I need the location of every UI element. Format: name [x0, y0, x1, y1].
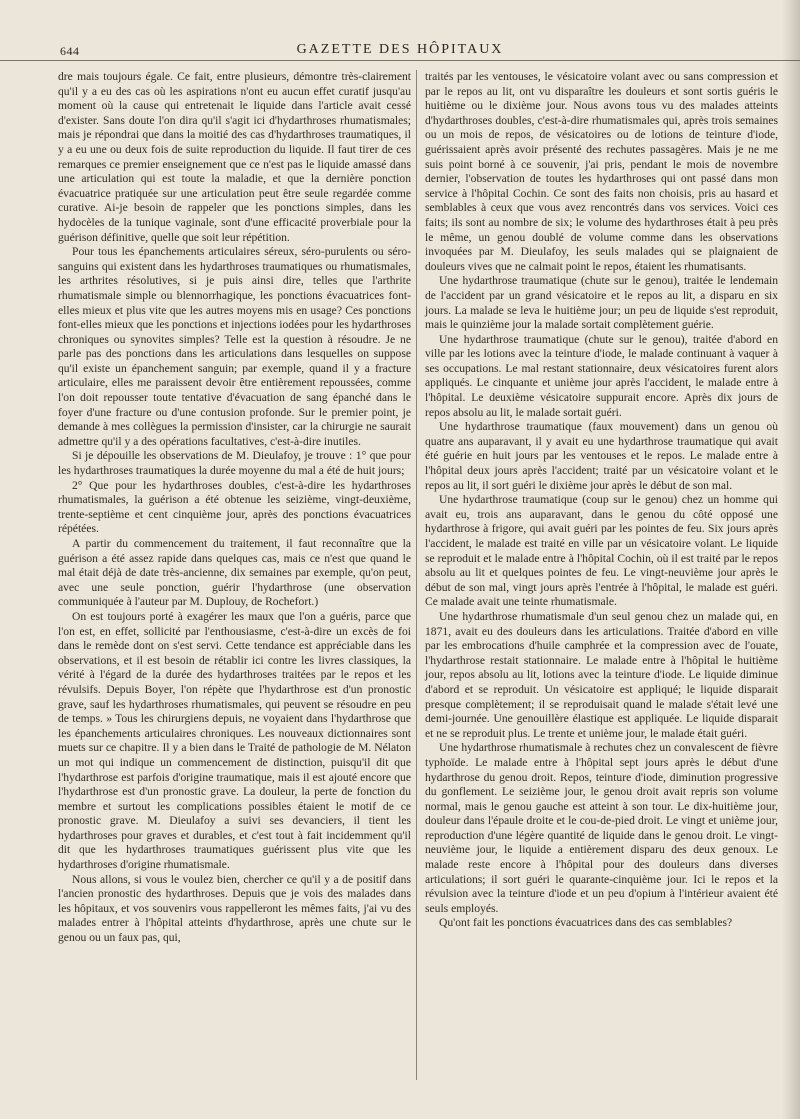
paragraph: traités par les ventouses, le vésicatoire volant avec ou sans compression et par le repos au lit, ont vu disparaître les douleurs et sont sortis guéris le huitième ou le dixième jour. Nous avons tous vu des malades atteints d'hydarthroses doubles, c'est-à-dire rhumatismales qui, après trois semaines ou un mois de repos, de vésicatoires ou de lotions de teinture d'iode, guérissaient après avoir présenté des rechutes passagères. Mais je ne me suis point borné à ce souvenir, j'ai pris, pendant le mois de novembre dernier, l'observation de toutes les hydarthroses qui ont passé dans mon service à l'hôpital Cochin. Ce sont des faits non choisis, pris au hasard et semblables à ceux que vous avez rencontrés dans vos services. Voici ces faits; ils sont au nombre de six; le volume des hydarthroses était à peu près le même, un genou doublé de volume comme dans les observations invoquées par M. Dieulafoy, les seuls malades qui se plaignaient de douleurs vives que ne calmait point le repos, étaient les rhumatisants.: [425, 70, 778, 273]
paragraph: On est toujours porté à exagérer les maux que l'on a guéris, parce que l'on est, en effet, sollicité par l'enthousiasme, c'est-à-dire un excès de foi dans le remède dont on s'est servi. Cette tendance est appréciable dans les observations, et il est besoin de rétablir ici contre les livres classiques, la vérité à l'égard de la durée des hydarthroses traitées par le repos et les révulsifs. Depuis Boyer, l'on répète que l'hydarthrose est d'un pronostic grave, sauf les hydarthroses rhumatismales, qui peuvent se résoudre en peu de temps. » Tous les chirurgiens depuis, ne voyaient dans l'hydarthrose que les épanchements articulaires chroniques. Les nouveaux dictionnaires sont muets sur ce chapitre. Il y a bien dans le Traité de pathologie de M. Nélaton un mot qui indique un commencement de distinction, puisqu'il dit que l'hydarthrose est parfois d'origine traumatique, mais il est ajouté encore que l'hydarthrose est d'un pronostic grave. La douleur, la perte de fonction du membre et surtout les complications possibles étaient le motif de ce pronostic grave. M. Dieulafoy a suivi ses devanciers, il tient les hydarthroses pour graves et durables, et c'est tout à fait incidemment qu'il dit que les hydarthroses traumatiques guérissent plus vite que les hydarthroses d'origine rhumatismale.: [58, 609, 411, 872]
paragraph: A partir du commencement du traitement, il faut reconnaître que la guérison a été assez rapide dans quelques cas, mais ce n'est que quand le mal était déjà de date très-ancienne, dix semaines par exemple, qu'on peut, avec une seule ponction, guérir l'hydarthrose (une observation communiquée à l'auteur par M. Duplouy, de Rochefort.): [58, 537, 411, 609]
paragraph: dre mais toujours égale. Ce fait, entre plusieurs, démontre très-clairement qu'il y a eu des cas où les aspirations n'ont eu aucun effet curatif jusqu'au moment où la cause qui entretenait le liquide dans l'article avait cessé d'exister. Sans doute l'on dira qu'il s'agit ici d'hydarthroses rhumatismales; mais je répondrai que dans la moitié des cas d'hydarthroses traumatiques, il y a eu une ou deux fois de suite reproduction du liquide. Il faut tirer de ces remarques ce premier enseignement que ce n'est pas le liquide amassé dans une articulation qui est toute la maladie, et que la dernière ponction évacuatrice pratiquée sur une articulation peut être seule regardée comme curative. Ai-je besoin de rappeler que les ponctions simples, dans les hydocèles de la tunique vaginale, sont d'une efficacité proverbiale pour la guérison définitive, quelle que soit leur répétition.: [58, 70, 411, 244]
paragraph: 2° Que pour les hydarthroses doubles, c'est-à-dire les hydarthroses rhumatismales, la guérison a été obtenue les seizième, vingt-deuxième, trente-septième et cent cinquième jour, après des ponctions évacuatrices répétées.: [58, 478, 411, 536]
journal-title: GAZETTE DES HÔPITAUX: [296, 42, 504, 57]
paragraph: Une hydarthrose rhumatismale à rechutes chez un convalescent de fièvre typhoïde. Le malade entre à l'hôpital sept jours après le début d'une hydarthrose du genou droit. Repos, teinture d'iode, diminution progressive du gonflement. Le seizième jour, le genou droit avait repris son volume normal, mais le genou gauche est atteint à son tour. Le dix-huitième jour, douleur dans l'épaule droite et le cou-de-pied droit. Le vingt et unième jour, reproduction d'une légère quantité de liquide dans le genou droit. Le vingt-neuvième jour, le liquide a entièrement disparu des deux genoux. Le malade reste encore à l'hôpital pour des douleurs dans diverses articulations; il sort guéri le quarante-cinquième jour. Ici le repos et la révulsion avec la teinture d'iode et un peu d'opium à l'intérieur avaient été seuls employés.: [425, 741, 778, 915]
right-column: [425, 70, 778, 931]
left-column: [58, 70, 411, 946]
paragraph: Pour tous les épanchements articulaires séreux, séro-purulents ou séro-sanguins qui existent dans les hydarthroses traumatiques ou rhumatismales, les arthrites résolutives, si je puis ainsi dire, telles que l'arthrite rhumatismale simple ou blennorrhagique, les ponctions évacuatrices font-elles mieux et plus vite que les autres moyens mis en usage? Ces ponctions font-elles mieux que les ponctions et injections iodées pour les hydarthroses chroniques ou synovites simples? Telle est la question à résoudre. Je ne parle pas des ponctions dans les articulations dans lesquelles on suppose qu'il existe un épanchement sanguin; par exemple, quand il y a fracture articulaire, elles me paraissent devoir être entièrement repoussées, comme l'on doit repousser toute tentative d'évacuation de sang épanché dans le foyer d'une fracture ou d'une contusion profonde. Sur le premier point, je demande à mes collègues la permission d'insister, car la chirurgie ne saurait admettre qu'il y a des opérations facultatives, c'est-à-dire inutiles.: [58, 245, 411, 448]
paragraph: Qu'ont fait les ponctions évacuatrices dans des cas semblables?: [439, 916, 733, 930]
paragraph: Une hydarthrose traumatique (chute sur le genou), traitée d'abord en ville par les lotions avec la teinture d'iode, le malade continuant à vaquer à ses occupations. Le mal restant stationnaire, deux vésicatoires furent alors appliqués. Le cinquante et unième jour après l'accident, le malade entre à l'hôpital. Le deuxième vésicatoire suppurait encore. Après dix jours de repos absolu au lit, le malade sortait guéri.: [425, 332, 778, 419]
paragraph: Une hydarthrose traumatique (chute sur le genou), traitée le lendemain de l'accident par un grand vésicatoire et le repos au lit, a disparu en six jours. La malade se leva le huitième jour; un peu de liquide s'est reproduit, mais le quinzième jour la malade sortait complètement guérie.: [425, 274, 778, 332]
column-divider: [416, 70, 417, 1080]
paragraph: Une hydarthrose traumatique (faux mouvement) dans un genou où quatre ans auparavant, il y avait eu une hydarthrose traumatique qui avait été guérie en huit jours par les ventouses et le repos. Le malade entre à l'hôpital deux jours après l'accident; traité par un vésicatoire volant et le repos au lit, il sort guéri le dixième jour après le début de son mal.: [425, 420, 778, 492]
paragraph: Si je dépouille les observations de M. Dieulafoy, je trouve : 1° que pour les hydarthroses traumatiques la durée moyenne du mal a été de huit jours;: [58, 449, 411, 478]
paragraph: Une hydarthrose rhumatismale d'un seul genou chez un malade qui, en 1871, avait eu des douleurs dans les articulations. Traitée d'abord en ville par les embrocations d'huile camphrée et la compression avec de l'ouate, l'hydarthrose restait stationnaire. Le malade entre à l'hôpital le huitième jour, repos absolu au lit, lotions avec la teinture d'iode. Le liquide diminue d'abord et se reproduit. Un vésicatoire est appliqué; le liquide disparait presque complètement; il se reproduisait quand le malade s'était levé une demi-journée. Une genouillère élastique est appliquée. Le liquide disparait et ne se reproduit plus. Le trente et unième jour, le malade était guéri.: [425, 609, 778, 740]
paragraph: Nous allons, si vous le voulez bien, chercher ce qu'il y a de positif dans l'ancien pronostic des hydarthroses. Depuis que je vois des malades dans les hôpitaux, et vos souvenirs vous rappelleront les mêmes faits, j'ai vu des malades entrer à l'hôpital atteints d'hydarthrose, après une chute sur le genou ou un faux pas, qui,: [58, 872, 411, 945]
paragraph: Une hydarthrose traumatique (coup sur le genou) chez un homme qui avait eu, trois ans auparavant, dans le genou du côté opposé une hydarthrose à frigore, qui avait guéri par les pointes de feu. Six jours après l'accident, le malade est traité en ville par un vésicatoire volant. Le liquide se reproduit et le malade entre à l'hôpital Cochin, où il est traité par le repos absolu au lit et quelques pointes de feu. Le vingt-neuvième jour après le début de son mal, vingt jours après l'entrée à l'hôpital, le malade est guéri. Ce malade avait une teinte rhumatismale.: [425, 493, 778, 609]
page-header: [0, 0, 800, 61]
page-edge-shadow: [782, 0, 800, 1119]
page-number: 644: [60, 44, 80, 58]
